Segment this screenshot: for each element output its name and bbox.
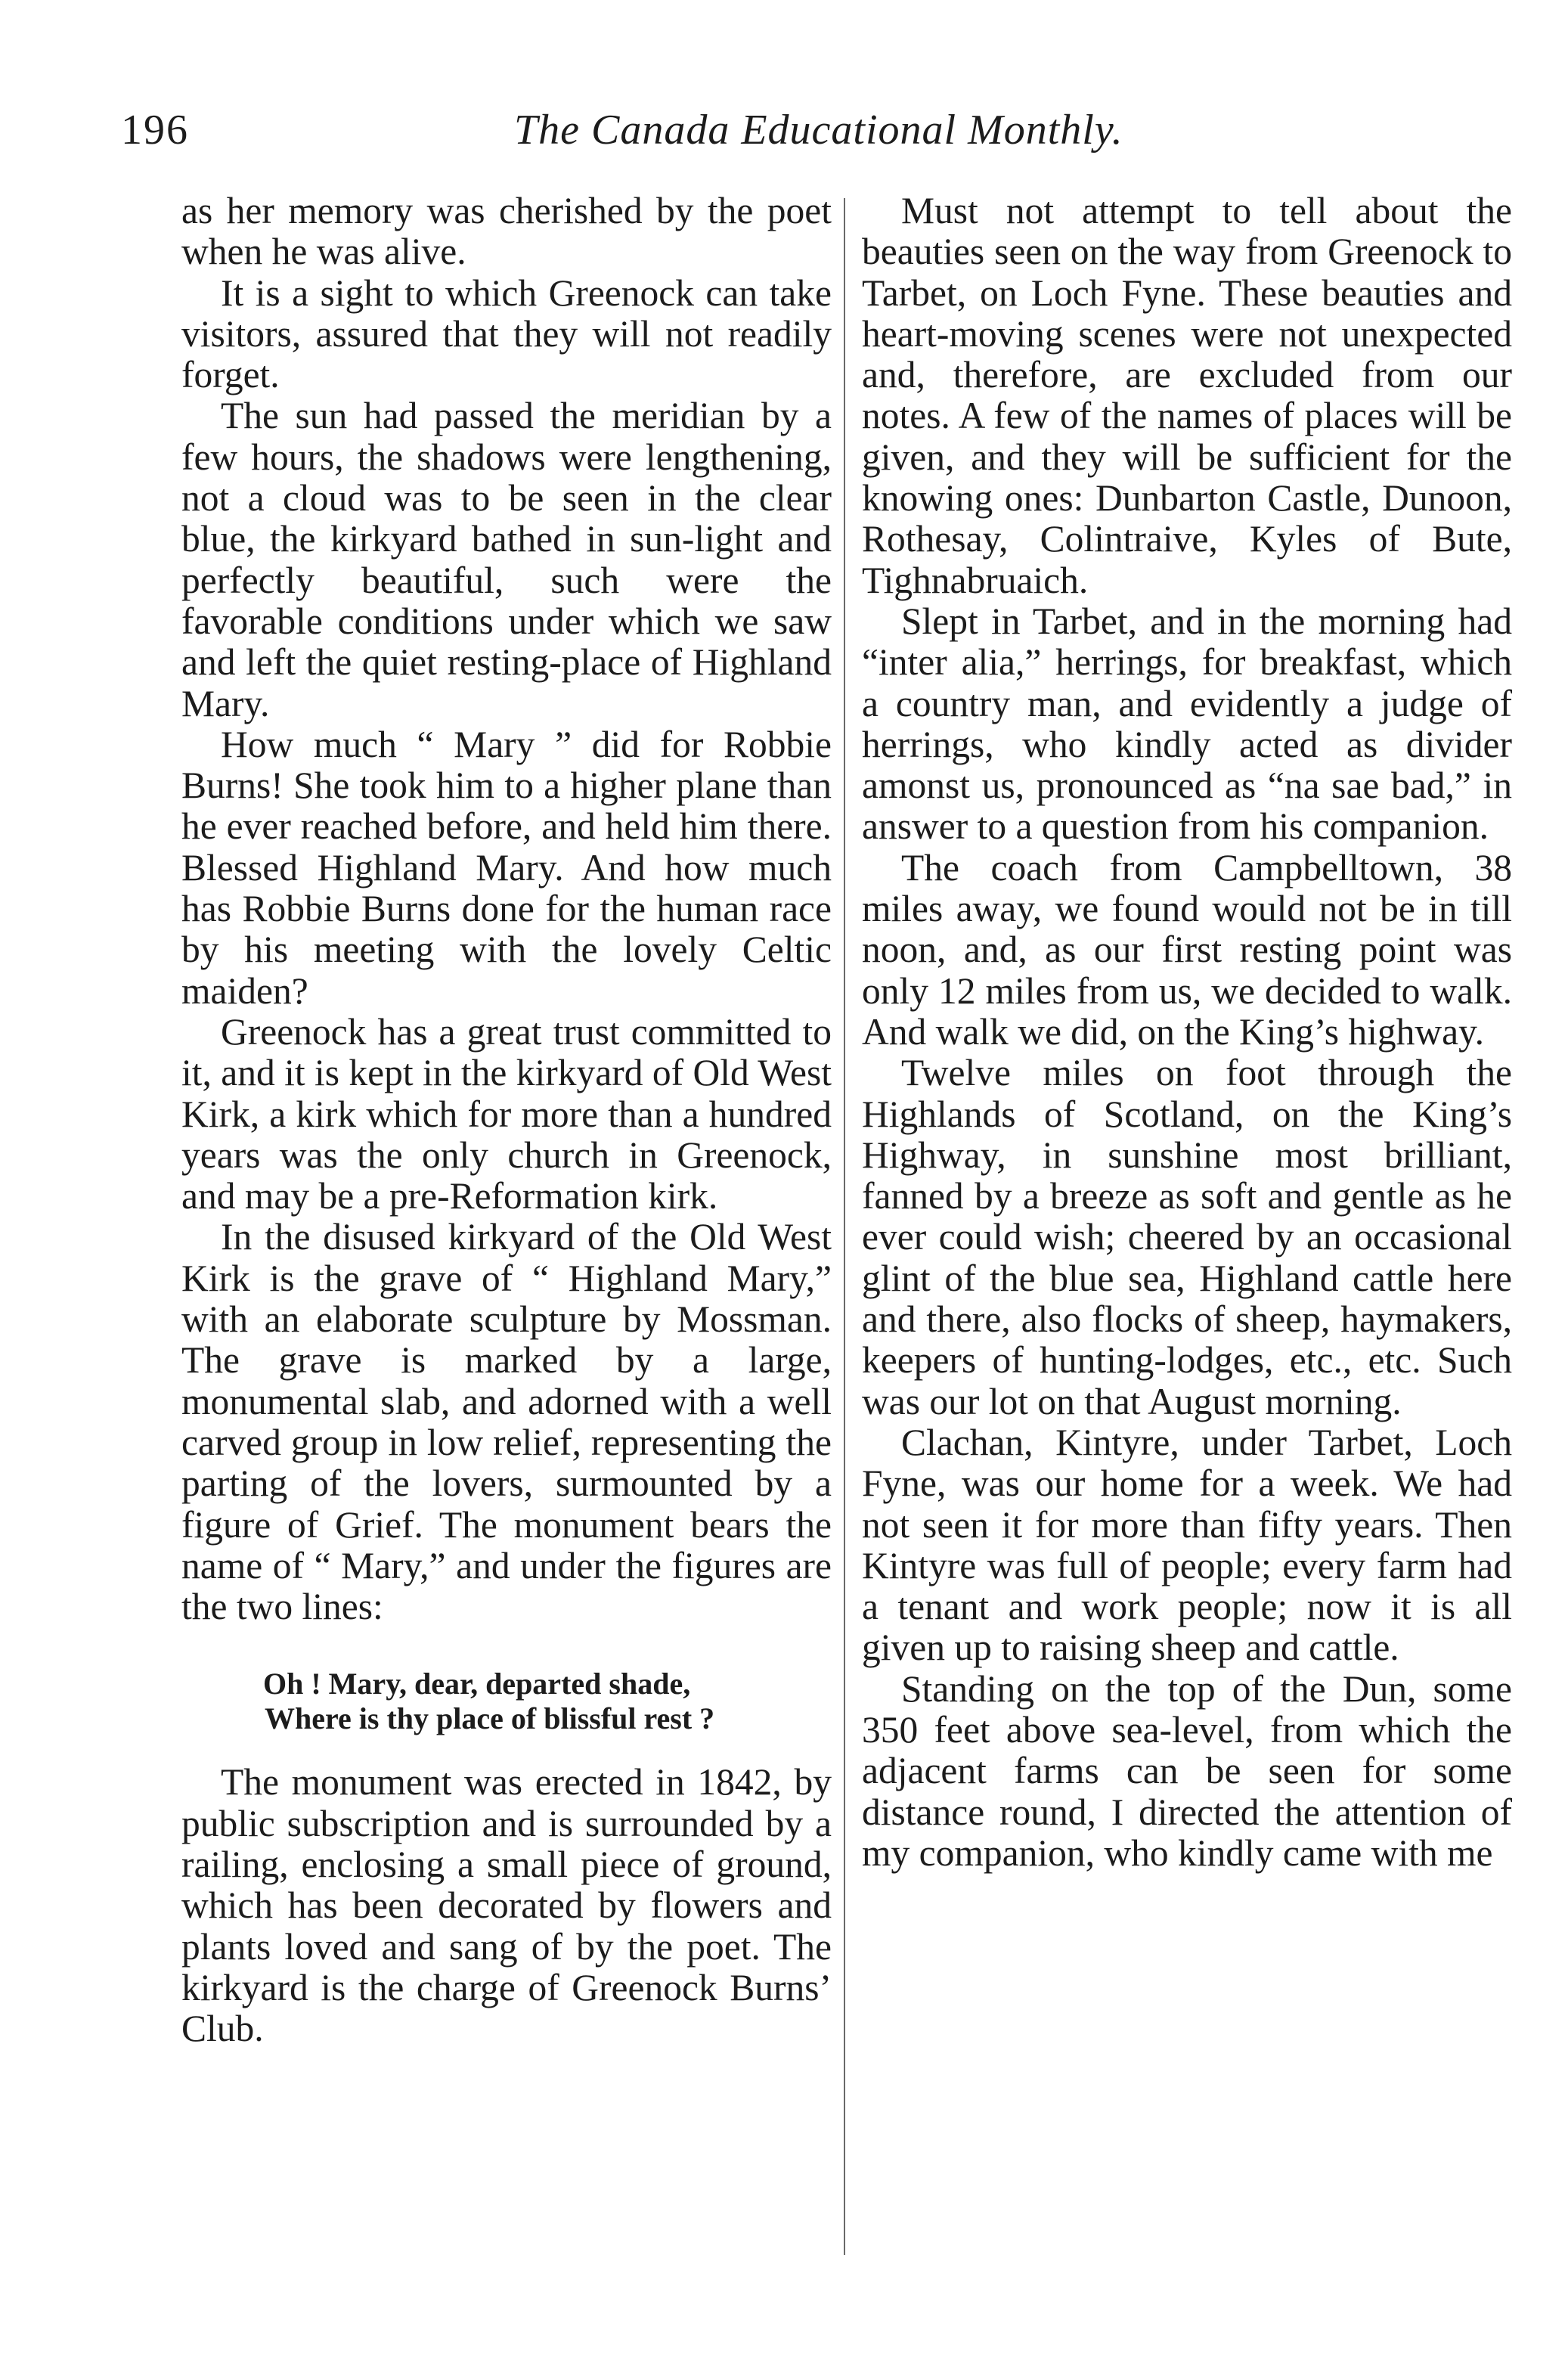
verse-line: Where is thy place of blissful rest ? [265,1701,715,1736]
page-number: 196 [121,107,189,154]
verse-quotation [181,1667,832,1736]
paragraph: Greenock has a great trust committed to it, and it is kept in the kirkyard of Old West Kirk, a kirk which for more than a hundred years was the only church in Greenock, and may be a pre-Reformation kirk. [181,1010,832,1217]
running-title: The Canada Educational Monthly. [514,107,1123,154]
verse-line: Oh ! Mary, dear, departed shade, [263,1667,691,1701]
paragraph: Standing on the top of the Dun, some 350 feet above sea-level, from which the adjacent farms can be seen for some distance round, I directed the attention of my companion, who kindly came with me [862,1667,1512,1874]
left-column [181,191,832,2049]
paragraph: The monument was erected in 1842, by public subscription and is surrounded by a railing, enclosing a small piece of ground, which has been decorated by flowers and plants loved and sang of by the poet. The kirkyard is the charge of Greenock Burns’ Club. [181,1761,832,2050]
paragraph: Slept in Tarbet, and in the morning had “inter alia,” herrings, for breakfast, which a country man, and evidently a judge of herrings, who kindly acted as divider amonst us, pronounced as “na sae bad,” in answer to a question from his companion. [862,600,1512,848]
paragraph: It is a sight to which Greenock can take visitors, assured that they will not readily forget. [181,271,832,396]
column-divider [844,198,845,2255]
page-header [121,106,1527,166]
paragraph: as her memory was cherished by the poet when he was alive. [181,190,832,273]
paragraph: The sun had passed the meridian by a few hours, the shadows were lengthening, not a cloud was to be seen in the clear blue, the kirkyard bathed in sun-light and perfectly beautiful, such were the favorable conditions under which we saw and left the quiet resting-place of Highland Mary. [181,395,832,724]
paragraph: How much “ Mary ” did for Robbie Burns! She took him to a higher plane than he ever reached before, and held him there. Blessed Highland Mary. And how much has Robbie Burns done for the human race by his meeting with the lovely Celtic maiden? [181,723,832,1012]
paragraph: Twelve miles on foot through the Highlands of Scotland, on the King’s Highway, in sunshine most brilliant, fanned by a breeze as soft and gentle as he ever could wish; cheered by an occasional glint of the blue sea, Highland cattle here and there, also flocks of sheep, haymakers, keepers of hunting-lodges, etc., etc. Such was our lot on that August morning. [862,1052,1512,1422]
right-column [862,191,1512,1874]
paragraph: Must not attempt to tell about the beauties seen on the way from Greenock to Tarbet, on Loch Fyne. These beauties and heart-moving scenes were not unexpected and, therefore, are excluded from our notes. A few of the names of places will be given, and they will be sufficient for the knowing ones: Dunbarton Castle, Dunoon, Rothesay, Colintraive, Kyles of Bute, Tighnabruaich. [862,190,1512,601]
paragraph: In the disused kirkyard of the Old West Kirk is the grave of “ Highland Mary,” with an elaborate sculpture by Mossman. The grave is marked by a large, monumental slab, and adorned with a well carved group in low relief, representing the parting of the lovers, surmounted by a figure of Grief. The monument bears the name of “ Mary,” and under the figures are the two lines: [181,1216,832,1628]
paragraph: The coach from Campbelltown, 38 miles away, we found would not be in till noon, and, as our first resting point was only 12 miles from us, we decided to walk. And walk we did, on the King’s highway. [862,846,1512,1053]
paragraph: Clachan, Kintyre, under Tarbet, Loch Fyne, was our home for a week. We had not seen it for more than fifty years. Then Kintyre was full of people; every farm had a tenant and work people; now it is all given up to raising sheep and cattle. [862,1421,1512,1669]
